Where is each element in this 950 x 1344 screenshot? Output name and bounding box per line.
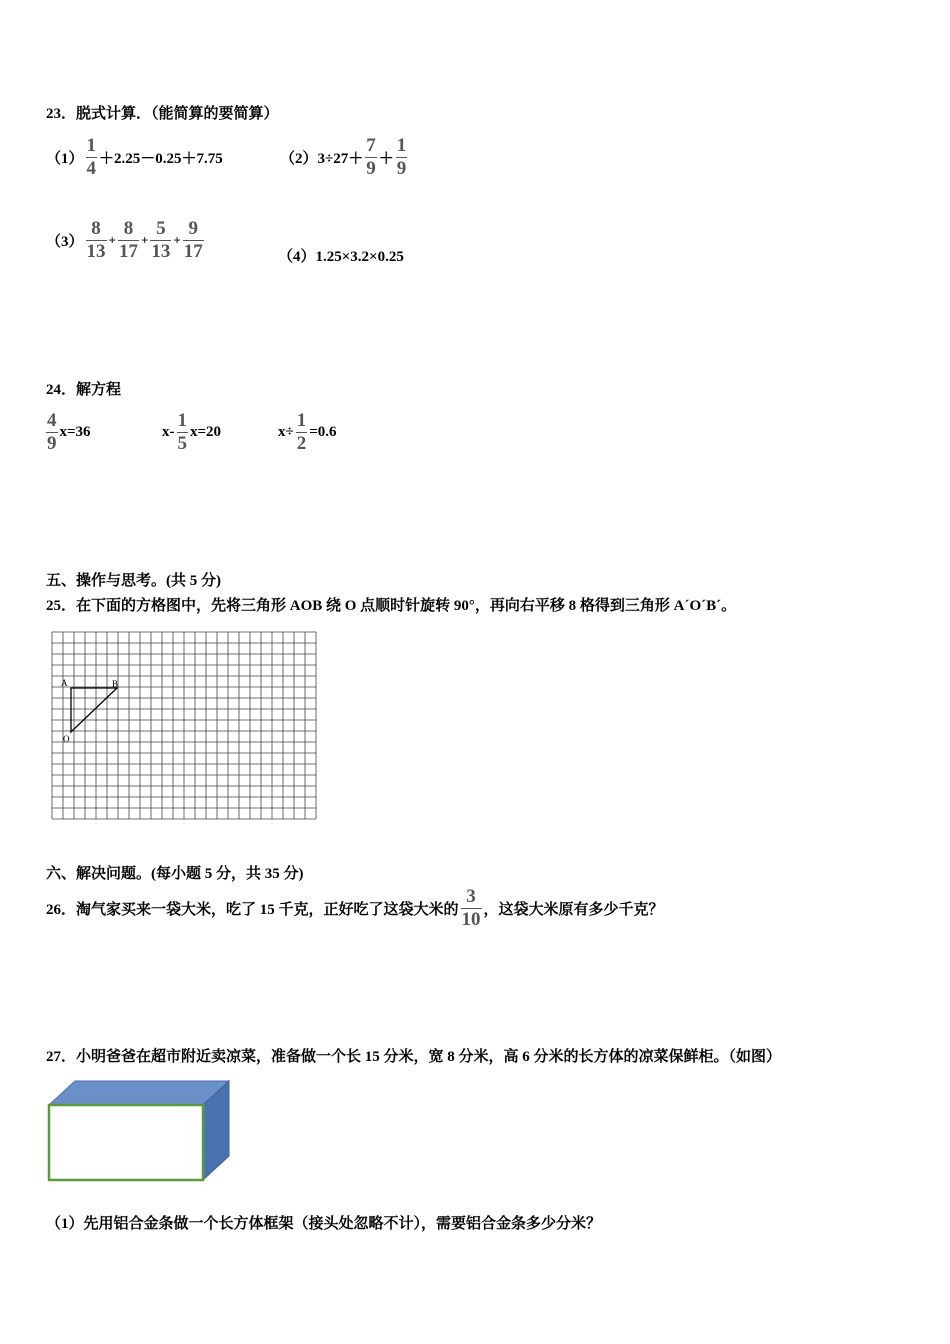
plus-sign: + xyxy=(140,232,149,248)
grid-lines xyxy=(52,632,316,819)
fraction: $\frac{3}{10}$ xyxy=(461,886,481,930)
section5-title: 五、操作与思考。(共 5 分) xyxy=(46,573,221,589)
fraction: $\frac{1}{4}$ xyxy=(86,135,97,179)
q23-part4: （4）1.25×3.2×0.25 xyxy=(278,249,404,265)
q24-eq2 xyxy=(162,410,221,455)
q23-part2 xyxy=(280,135,409,180)
fraction: $\frac{8}{13}$ xyxy=(86,218,106,262)
fraction: $\frac{8}{17}$ xyxy=(118,218,138,262)
label-o: O xyxy=(63,734,70,744)
eq1-text: x=36 xyxy=(59,424,91,440)
cuboid-figure xyxy=(46,1078,236,1186)
cuboid-top-face xyxy=(49,1081,229,1105)
q25-text: 25．在下面的方格图中，先将三角形 AOB 绕 O 点顺时针旋转 90°，再向右平移 8 格得到三角形 A´O´B´。 xyxy=(46,598,737,614)
label-a: A xyxy=(61,678,68,688)
eq3-text: =0.6 xyxy=(309,424,337,440)
q24-eq3 xyxy=(278,410,337,455)
fraction: $\frac{1}{9}$ xyxy=(396,135,407,179)
eq2-text: x=20 xyxy=(190,424,222,440)
eq3-prefix: x÷ xyxy=(278,424,294,440)
cuboid-front-face xyxy=(49,1105,203,1180)
q26-before: 26．淘气家买来一袋大米，吃了 15 千克，正好吃了这袋大米的 xyxy=(46,902,459,918)
fraction: $\frac{4}{9}$ xyxy=(47,410,57,454)
q24-title: 24．解方程 xyxy=(46,382,122,398)
label-b: B xyxy=(112,679,119,689)
q23-part3 xyxy=(46,218,206,263)
fraction: $\frac{9}{17}$ xyxy=(183,218,203,262)
grid-figure xyxy=(46,628,326,820)
q27-sub1: （1）先用铝合金条做一个长方体框架（接头处忽略不计），需要铝合金条多少分米？ xyxy=(46,1216,602,1232)
q23-p3-label: （3） xyxy=(46,234,84,250)
section6-title: 六、解决问题。(每小题 5 分，共 35 分) xyxy=(46,866,304,882)
q23-p1-label: （1） xyxy=(46,151,84,167)
plus-sign: + xyxy=(173,232,181,248)
triangle-aob xyxy=(71,688,117,732)
q24-eq1 xyxy=(44,410,91,455)
fraction: $\frac{1}{5}$ xyxy=(177,410,187,454)
q23-part1 xyxy=(46,135,223,180)
eq2-prefix: x- xyxy=(162,424,175,440)
plus-sign: + xyxy=(108,232,116,248)
plus-sign: ＋ xyxy=(378,151,394,167)
fraction: $\frac{7}{9}$ xyxy=(366,135,376,179)
q23-title: 23．脱式计算．（能简算的要简算） xyxy=(46,106,279,122)
q26-text xyxy=(46,886,664,931)
q23-p2-label: （2）3÷27＋ xyxy=(280,151,364,167)
q23-p1-expression: ＋2.25－0.25＋7.75 xyxy=(99,151,223,167)
fraction: $\frac{1}{2}$ xyxy=(296,410,307,454)
fraction: $\frac{5}{13}$ xyxy=(151,218,171,262)
q27-text: 27．小明爸爸在超市附近卖凉菜，准备做一个长 15 分米，宽 8 分米，高 6 分米的长方体的凉菜保鲜柜。（如图） xyxy=(46,1049,782,1065)
q26-after: ，这袋大米原有多少千克？ xyxy=(483,902,664,918)
